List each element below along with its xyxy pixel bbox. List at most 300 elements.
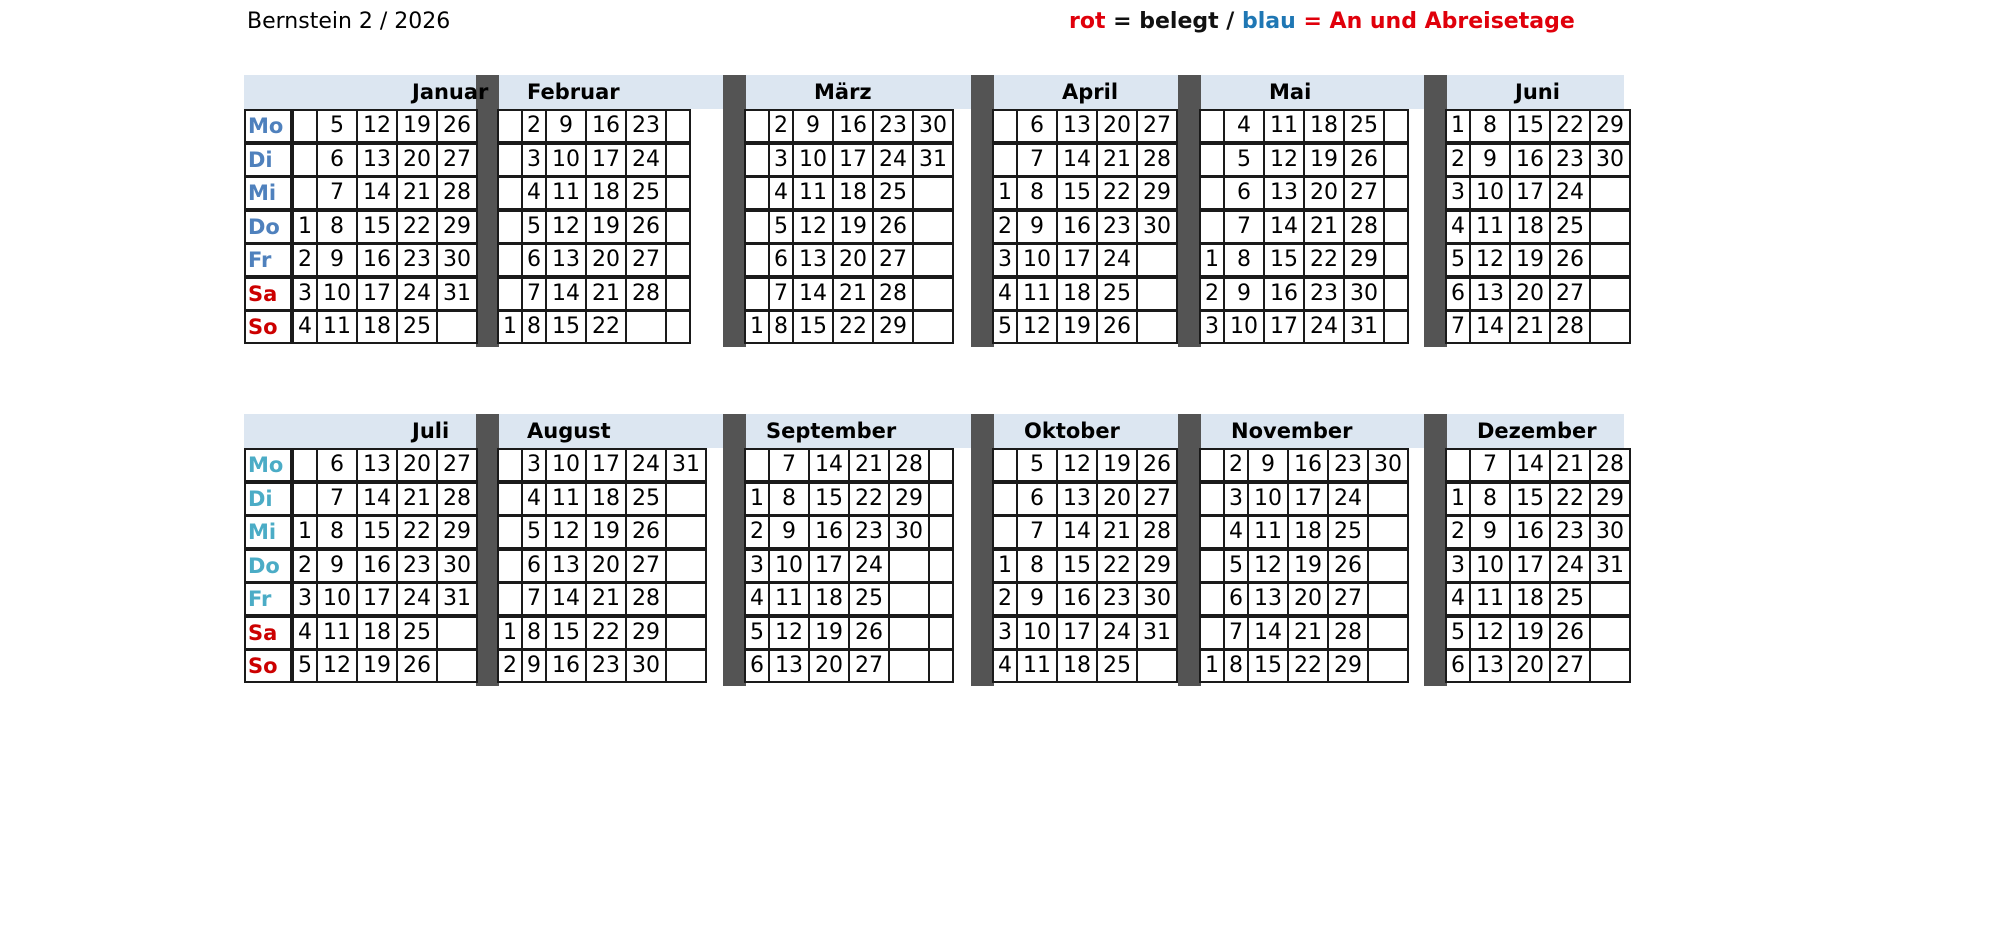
day-cell xyxy=(992,515,1018,549)
legend-blue-word: blau xyxy=(1242,9,1296,34)
day-cell xyxy=(992,482,1018,516)
day-cell: 5 xyxy=(1445,616,1471,650)
day-cell: 4 xyxy=(1445,210,1471,244)
day-cell xyxy=(1589,649,1631,683)
day-cell: 17 xyxy=(832,143,874,177)
day-cell xyxy=(497,482,523,516)
day-cell: 10 xyxy=(1469,549,1511,583)
day-cell xyxy=(1589,243,1631,277)
day-cell: 22 xyxy=(396,210,438,244)
month-name: März xyxy=(814,80,872,104)
day-cell: 19 xyxy=(1509,616,1551,650)
day-cell: 6 xyxy=(1016,109,1058,143)
day-cell: 11 xyxy=(316,310,358,344)
month-separator xyxy=(476,414,499,686)
day-cell: 26 xyxy=(1327,549,1369,583)
day-cell: 19 xyxy=(808,616,850,650)
day-cell: 16 xyxy=(585,109,627,143)
day-cell: 23 xyxy=(1303,277,1345,311)
day-cell: 26 xyxy=(1549,616,1591,650)
weekday-label: Di xyxy=(244,143,292,177)
day-cell: 26 xyxy=(848,616,890,650)
day-cell xyxy=(497,277,523,311)
month-name: Juli xyxy=(412,419,450,443)
day-cell: 8 xyxy=(768,310,794,344)
day-cell: 28 xyxy=(1136,143,1178,177)
day-cell: 16 xyxy=(832,109,874,143)
day-cell xyxy=(912,310,954,344)
month-separator xyxy=(1178,414,1201,686)
day-cell: 7 xyxy=(1223,210,1265,244)
day-cell: 20 xyxy=(396,448,438,482)
day-cell: 1 xyxy=(992,176,1018,210)
day-cell: 18 xyxy=(1303,109,1345,143)
day-cell: 17 xyxy=(356,277,398,311)
day-cell: 25 xyxy=(848,582,890,616)
day-cell: 7 xyxy=(521,582,547,616)
day-cell: 3 xyxy=(1223,482,1249,516)
day-cell: 16 xyxy=(1056,210,1098,244)
day-cell: 14 xyxy=(356,482,398,516)
day-cell: 29 xyxy=(872,310,914,344)
day-cell: 29 xyxy=(888,482,930,516)
day-cell: 18 xyxy=(585,176,627,210)
day-cell xyxy=(665,109,691,143)
day-cell: 8 xyxy=(1469,482,1511,516)
day-cell: 17 xyxy=(1509,549,1551,583)
day-cell: 7 xyxy=(768,277,794,311)
day-cell xyxy=(292,482,318,516)
day-cell: 12 xyxy=(1263,143,1305,177)
day-cell: 6 xyxy=(521,549,547,583)
day-cell: 30 xyxy=(1136,582,1178,616)
day-cell xyxy=(888,549,930,583)
month-separator xyxy=(476,75,499,347)
day-cell: 20 xyxy=(585,549,627,583)
day-cell: 10 xyxy=(1223,310,1265,344)
day-cell: 25 xyxy=(1096,649,1138,683)
day-cell: 18 xyxy=(356,616,398,650)
day-cell: 7 xyxy=(1016,515,1058,549)
day-cell: 27 xyxy=(848,649,890,683)
day-cell: 22 xyxy=(1096,176,1138,210)
day-cell: 25 xyxy=(396,616,438,650)
day-cell: 30 xyxy=(1136,210,1178,244)
day-cell: 13 xyxy=(1469,277,1511,311)
day-cell xyxy=(1199,210,1225,244)
day-cell: 5 xyxy=(316,109,358,143)
day-cell xyxy=(888,582,930,616)
day-cell: 12 xyxy=(768,616,810,650)
day-cell xyxy=(912,176,954,210)
day-cell xyxy=(1136,277,1178,311)
day-cell: 13 xyxy=(768,649,810,683)
day-cell: 30 xyxy=(1589,143,1631,177)
day-cell: 22 xyxy=(396,515,438,549)
day-cell: 8 xyxy=(1469,109,1511,143)
day-cell: 9 xyxy=(1223,277,1265,311)
day-cell: 23 xyxy=(585,649,627,683)
month-separator xyxy=(723,75,746,347)
month-name: November xyxy=(1231,419,1353,443)
day-cell: 20 xyxy=(1303,176,1345,210)
day-cell: 30 xyxy=(888,515,930,549)
day-cell: 24 xyxy=(872,143,914,177)
day-cell: 21 xyxy=(396,482,438,516)
day-cell xyxy=(665,243,691,277)
day-cell: 20 xyxy=(585,243,627,277)
day-cell: 17 xyxy=(585,448,627,482)
day-cell: 30 xyxy=(1367,448,1409,482)
weekday-label: Sa xyxy=(244,616,292,650)
day-cell: 31 xyxy=(1589,549,1631,583)
day-cell: 27 xyxy=(436,448,478,482)
day-cell: 12 xyxy=(356,109,398,143)
day-cell: 23 xyxy=(396,243,438,277)
day-cell: 1 xyxy=(1445,482,1471,516)
day-cell: 25 xyxy=(1327,515,1369,549)
day-cell: 5 xyxy=(1445,243,1471,277)
day-cell: 24 xyxy=(396,582,438,616)
day-cell: 29 xyxy=(1589,109,1631,143)
day-cell: 27 xyxy=(1549,649,1591,683)
day-cell: 15 xyxy=(356,210,398,244)
day-cell: 20 xyxy=(396,143,438,177)
day-cell: 29 xyxy=(1343,243,1385,277)
month-name: Oktober xyxy=(1024,419,1120,443)
day-cell: 17 xyxy=(1056,616,1098,650)
day-cell: 26 xyxy=(1549,243,1591,277)
day-cell: 12 xyxy=(1469,616,1511,650)
day-cell: 18 xyxy=(808,582,850,616)
day-cell: 30 xyxy=(436,243,478,277)
day-cell xyxy=(436,616,478,650)
day-cell: 28 xyxy=(1589,448,1631,482)
day-cell: 10 xyxy=(316,277,358,311)
day-cell: 29 xyxy=(436,210,478,244)
day-cell: 21 xyxy=(832,277,874,311)
day-cell: 30 xyxy=(1343,277,1385,311)
day-cell xyxy=(1589,310,1631,344)
day-cell: 20 xyxy=(1096,482,1138,516)
day-cell xyxy=(1589,616,1631,650)
day-cell xyxy=(1383,143,1409,177)
day-cell: 3 xyxy=(521,143,547,177)
day-cell xyxy=(744,109,770,143)
day-cell: 2 xyxy=(744,515,770,549)
day-cell: 21 xyxy=(848,448,890,482)
day-cell xyxy=(1383,176,1409,210)
day-cell: 22 xyxy=(1303,243,1345,277)
day-cell: 4 xyxy=(521,176,547,210)
day-cell: 29 xyxy=(1136,176,1178,210)
legend-travel-days-text: = An und Abreisetage xyxy=(1295,9,1575,34)
day-cell: 15 xyxy=(1509,109,1551,143)
day-cell xyxy=(665,277,691,311)
day-cell xyxy=(928,649,954,683)
day-cell: 23 xyxy=(1327,448,1369,482)
day-cell: 13 xyxy=(792,243,834,277)
day-cell: 3 xyxy=(744,549,770,583)
day-cell xyxy=(497,109,523,143)
day-cell: 7 xyxy=(768,448,810,482)
day-cell: 3 xyxy=(521,448,547,482)
day-cell: 1 xyxy=(744,482,770,516)
day-cell: 14 xyxy=(792,277,834,311)
day-cell: 14 xyxy=(1247,616,1289,650)
day-cell: 4 xyxy=(292,616,318,650)
page-title: Bernstein 2 / 2026 xyxy=(247,9,451,34)
day-cell: 9 xyxy=(1469,515,1511,549)
day-cell xyxy=(928,582,954,616)
day-cell: 1 xyxy=(292,515,318,549)
day-cell: 2 xyxy=(497,649,523,683)
day-cell xyxy=(1367,515,1409,549)
day-cell xyxy=(665,515,707,549)
day-cell: 31 xyxy=(1343,310,1385,344)
day-cell: 14 xyxy=(1263,210,1305,244)
day-cell: 23 xyxy=(1096,210,1138,244)
day-cell: 11 xyxy=(545,176,587,210)
day-cell: 26 xyxy=(625,210,667,244)
day-cell: 11 xyxy=(1016,649,1058,683)
day-cell: 6 xyxy=(1016,482,1058,516)
day-cell xyxy=(497,582,523,616)
day-cell: 5 xyxy=(992,310,1018,344)
day-cell: 14 xyxy=(356,176,398,210)
day-cell: 6 xyxy=(521,243,547,277)
day-cell xyxy=(497,210,523,244)
day-cell: 26 xyxy=(1096,310,1138,344)
day-cell: 29 xyxy=(1589,482,1631,516)
day-cell: 13 xyxy=(1056,482,1098,516)
day-cell: 6 xyxy=(1445,277,1471,311)
day-cell: 13 xyxy=(545,549,587,583)
day-cell: 22 xyxy=(1549,482,1591,516)
day-cell xyxy=(1136,649,1178,683)
day-cell: 29 xyxy=(625,616,667,650)
day-cell xyxy=(497,448,523,482)
day-cell: 9 xyxy=(792,109,834,143)
day-cell: 8 xyxy=(316,210,358,244)
day-cell xyxy=(1199,448,1225,482)
day-cell xyxy=(1383,277,1409,311)
day-cell: 27 xyxy=(625,549,667,583)
day-cell: 28 xyxy=(625,582,667,616)
day-cell: 19 xyxy=(1303,143,1345,177)
day-cell: 14 xyxy=(1509,448,1551,482)
day-cell: 2 xyxy=(292,243,318,277)
day-cell xyxy=(1383,210,1409,244)
day-cell: 25 xyxy=(625,176,667,210)
day-cell: 28 xyxy=(1549,310,1591,344)
day-cell: 28 xyxy=(1343,210,1385,244)
day-cell: 10 xyxy=(1016,616,1058,650)
day-cell: 1 xyxy=(744,310,770,344)
day-cell: 14 xyxy=(808,448,850,482)
day-cell: 1 xyxy=(1199,243,1225,277)
day-cell: 11 xyxy=(545,482,587,516)
day-cell: 30 xyxy=(436,549,478,583)
day-cell: 11 xyxy=(316,616,358,650)
day-cell: 17 xyxy=(1509,176,1551,210)
day-cell: 22 xyxy=(1096,549,1138,583)
day-cell: 28 xyxy=(1327,616,1369,650)
day-cell: 23 xyxy=(1096,582,1138,616)
day-cell xyxy=(497,243,523,277)
day-cell: 9 xyxy=(1016,582,1058,616)
day-cell xyxy=(1199,482,1225,516)
day-cell: 19 xyxy=(1056,310,1098,344)
day-cell: 18 xyxy=(1287,515,1329,549)
day-cell: 23 xyxy=(625,109,667,143)
month-separator xyxy=(971,414,994,686)
day-cell: 12 xyxy=(1016,310,1058,344)
day-cell: 26 xyxy=(625,515,667,549)
day-cell xyxy=(744,176,770,210)
day-cell: 2 xyxy=(768,109,794,143)
day-cell xyxy=(1199,515,1225,549)
day-cell: 3 xyxy=(768,143,794,177)
day-cell xyxy=(1199,549,1225,583)
day-cell: 20 xyxy=(1096,109,1138,143)
day-cell xyxy=(497,549,523,583)
day-cell: 10 xyxy=(768,549,810,583)
day-cell: 5 xyxy=(1016,448,1058,482)
day-cell: 4 xyxy=(292,310,318,344)
day-cell: 11 xyxy=(1469,210,1511,244)
day-cell: 24 xyxy=(1327,482,1369,516)
weekday-label: Fr xyxy=(244,243,292,277)
weekday-label: So xyxy=(244,649,292,683)
day-cell: 31 xyxy=(912,143,954,177)
day-cell: 3 xyxy=(1199,310,1225,344)
day-cell: 17 xyxy=(808,549,850,583)
day-cell: 28 xyxy=(888,448,930,482)
day-cell: 13 xyxy=(1247,582,1289,616)
day-cell: 6 xyxy=(1223,582,1249,616)
day-cell: 1 xyxy=(497,616,523,650)
day-cell: 9 xyxy=(1469,143,1511,177)
day-cell: 19 xyxy=(1509,243,1551,277)
day-cell: 14 xyxy=(545,582,587,616)
day-cell xyxy=(1383,243,1409,277)
legend-occupied-text: = belegt / xyxy=(1105,9,1242,34)
day-cell: 11 xyxy=(1016,277,1058,311)
day-cell: 20 xyxy=(1509,649,1551,683)
day-cell: 28 xyxy=(1136,515,1178,549)
day-cell xyxy=(292,109,318,143)
day-cell: 31 xyxy=(665,448,707,482)
day-cell: 25 xyxy=(1549,210,1591,244)
day-cell: 17 xyxy=(585,143,627,177)
day-cell: 2 xyxy=(1223,448,1249,482)
day-cell: 21 xyxy=(585,277,627,311)
day-cell: 25 xyxy=(625,482,667,516)
day-cell: 15 xyxy=(792,310,834,344)
day-cell xyxy=(1589,176,1631,210)
day-cell xyxy=(665,582,707,616)
day-cell: 21 xyxy=(585,582,627,616)
day-cell xyxy=(665,143,691,177)
day-cell: 19 xyxy=(396,109,438,143)
day-cell: 9 xyxy=(1247,448,1289,482)
day-cell: 11 xyxy=(1469,582,1511,616)
day-cell xyxy=(888,649,930,683)
day-cell: 5 xyxy=(744,616,770,650)
day-cell: 23 xyxy=(848,515,890,549)
day-cell: 13 xyxy=(1263,176,1305,210)
day-cell: 2 xyxy=(521,109,547,143)
day-cell xyxy=(1199,582,1225,616)
day-cell: 15 xyxy=(1263,243,1305,277)
day-cell: 19 xyxy=(832,210,874,244)
day-cell: 21 xyxy=(1303,210,1345,244)
day-cell xyxy=(1199,109,1225,143)
day-cell: 29 xyxy=(1327,649,1369,683)
day-cell: 18 xyxy=(1509,210,1551,244)
day-cell: 16 xyxy=(1509,515,1551,549)
day-cell: 22 xyxy=(848,482,890,516)
day-cell: 13 xyxy=(356,143,398,177)
day-cell: 15 xyxy=(1056,549,1098,583)
day-cell: 1 xyxy=(992,549,1018,583)
day-cell: 15 xyxy=(808,482,850,516)
day-cell: 25 xyxy=(1343,109,1385,143)
month-separator xyxy=(723,414,746,686)
day-cell: 1 xyxy=(292,210,318,244)
day-cell: 13 xyxy=(1056,109,1098,143)
calendar-half-year-1 xyxy=(244,75,1644,347)
day-cell: 4 xyxy=(744,582,770,616)
day-cell: 4 xyxy=(1445,582,1471,616)
day-cell: 30 xyxy=(1589,515,1631,549)
day-cell: 3 xyxy=(1445,176,1471,210)
day-cell: 6 xyxy=(316,143,358,177)
day-cell: 17 xyxy=(1263,310,1305,344)
day-cell: 24 xyxy=(625,143,667,177)
day-cell xyxy=(1367,582,1409,616)
day-cell: 11 xyxy=(768,582,810,616)
day-cell: 3 xyxy=(292,277,318,311)
day-cell: 6 xyxy=(316,448,358,482)
day-cell: 8 xyxy=(1016,549,1058,583)
day-cell: 8 xyxy=(521,310,547,344)
day-cell: 27 xyxy=(436,143,478,177)
day-cell: 26 xyxy=(1343,143,1385,177)
day-cell: 2 xyxy=(992,210,1018,244)
day-cell xyxy=(665,210,691,244)
day-cell: 4 xyxy=(768,176,794,210)
day-cell: 4 xyxy=(992,277,1018,311)
day-cell xyxy=(665,649,707,683)
day-cell: 15 xyxy=(1247,649,1289,683)
day-cell xyxy=(744,448,770,482)
day-cell: 5 xyxy=(292,649,318,683)
day-cell: 29 xyxy=(436,515,478,549)
day-cell: 1 xyxy=(1445,109,1471,143)
day-cell xyxy=(744,277,770,311)
day-cell: 15 xyxy=(1056,176,1098,210)
month-separator xyxy=(1424,75,1447,347)
day-cell: 7 xyxy=(1223,616,1249,650)
day-cell: 24 xyxy=(848,549,890,583)
day-cell: 15 xyxy=(356,515,398,549)
day-cell: 24 xyxy=(1303,310,1345,344)
day-cell: 12 xyxy=(1469,243,1511,277)
day-cell xyxy=(1367,649,1409,683)
day-cell: 18 xyxy=(1056,649,1098,683)
